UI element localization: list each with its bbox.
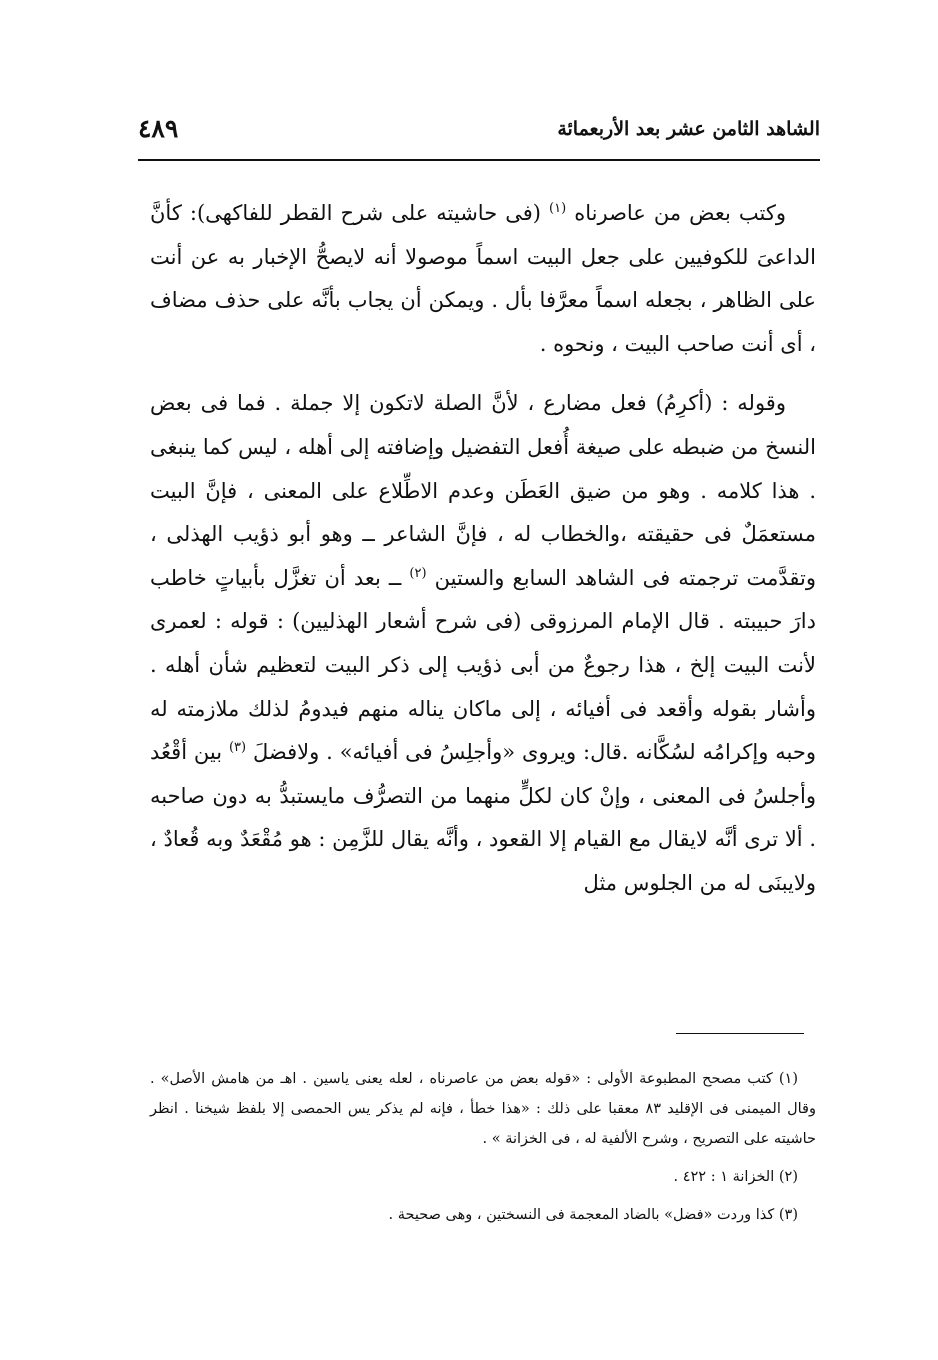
paragraph-1 (150, 192, 816, 366)
page-header (138, 112, 820, 152)
paragraph-2-text-b: ــ بعد أن تغزَّل بأبياتٍ خاطب دارَ حبيبته . قال الإمام المرزوقى (فى شرح أشعار الهذليين) : قوله : لعمرى لأنت البيت إلخ ، هذا رجوعٌ من أبى ذؤيب إلى ذكر البيت لتعظيم شأن أهله . وأشار بقوله وأقعد فى أفيائه ، إلى ماكان يناله منهم فيدومُ لذلك ملازمته له وحبه وإكرامُه لسُكَّانه .قال: ويروى «وأجلِسُ فى أفيائه» . ولافضلَ (150, 565, 816, 765)
paragraph-2-text-c: بين أقْعُد وأجلسُ فى المعنى ، وإنْ كان لكلٍّ منهما من التصرُّف مايستبدُّ به دون صاحبه . ألا ترى أنَّه لايقال مع القيام إلا القعود ، وأنَّه يقال للزَّمِن : هو مُقْعَدٌ وبه قُعادٌ ، ولايبنَى له من الجلوس مثل (150, 740, 816, 895)
header-rule (138, 159, 820, 161)
footnotes (150, 1064, 816, 1230)
footnote-1: (١) كتب مصحح المطبوعة الأولى : «قوله بعض من عاصرناه ، لعله يعنى ياسين . اهـ من هامش الأصل» . وقال الميمنى فى الإقليد ٨٣ معقبا على ذلك : «هذا خطأ ، فإنه لم يذكر يس الحمصى إلا بلفظ شيخنا . انظر حاشيته على التصريح ، وشرح الألفية له ، فى الخزانة » . (150, 1071, 816, 1147)
page-number: ٤٨٩ (138, 114, 179, 143)
footnote-ref-2: (٢) (409, 565, 427, 581)
main-text (150, 192, 816, 906)
paragraph-1-text-a: وكتب بعض من عاصرناه (574, 201, 787, 225)
footnote-ref-3: (٣) (228, 740, 247, 756)
footnote-rule (676, 1033, 804, 1034)
footnote-3: (٣) كذا وردت «فضل» بالضاد المعجمة فى النسختين ، وهى صحيحة . (388, 1207, 798, 1223)
paragraph-1-text-b: (فى حاشيته على شرح القطر للفاكهى): كأنَّ الداعىَ للكوفيين على جعل البيت اسماً موصولا أنه لايصحُّ الإخبار به عن أنت على الظاهر ، بجعله اسماً معرَّفا بأل . ويمكن أن يجاب بأنَّه على حذف مضاف ، أى أنت صاحب البيت ، ونحوه . (150, 201, 816, 356)
running-title: الشاهد الثامن عشر بعد الأربعمائة (557, 118, 820, 140)
footnote-2: (٢) الخزانة ١ : ٤٢٢ . (673, 1169, 798, 1185)
paragraph-2 (150, 382, 816, 905)
paragraph-2-text-a: وقوله : (أكرِمُ) فعل مضارع ، لأنَّ الصلة لاتكون إلا جملة . فما فى بعض النسخ من ضبطه على صيغة أُفعل التفضيل وإضافته إلى أهله ، ليس كما ينبغى . هذا كلامه . وهو من ضيق العَطَن وعدم الاطِّلاع على المعنى ، فإنَّ البيت مستعمَلٌ فى حقيقته ،والخطاب له ، فإنَّ الشاعر ــ وهو أبو ذؤيب الهذلى ، وتقدَّمت ترجمته فى الشاهد السابع والستين (150, 391, 817, 590)
footnote-ref-1: (١) (549, 201, 567, 216)
